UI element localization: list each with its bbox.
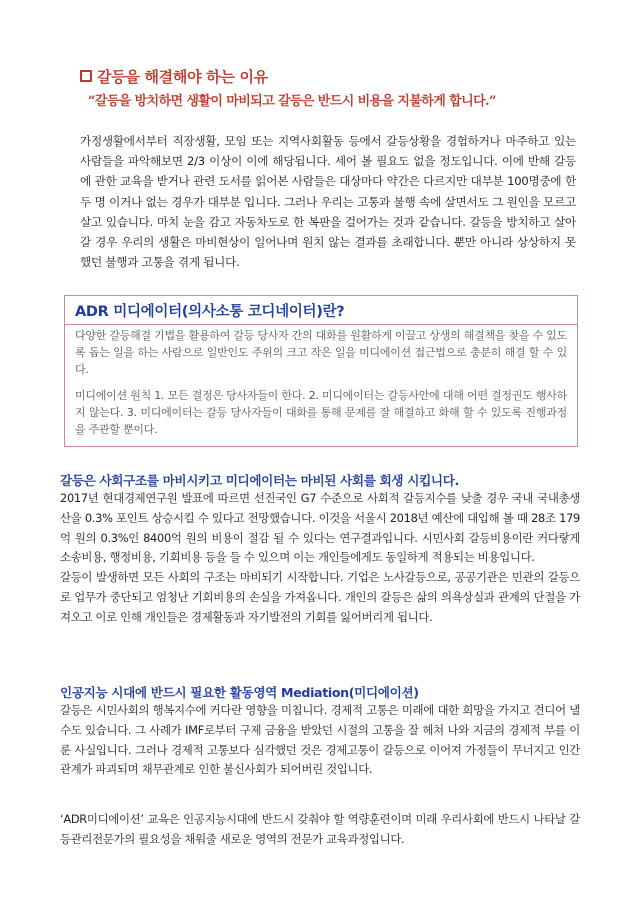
quote-subtitle: “갈등을 방치하면 생활이 마비되고 갈등은 반드시 비용을 지불하게 합니다.” — [88, 94, 496, 109]
section1-paragraph-2: 갈등이 발생하면 모든 사회의 구조는 마비되기 시작합니다. 기업은 노사갈등으로, 공공기관은 민관의 갈등으로 업무가 중단되고 엄청난 기회비용의 손실을 가져옵니다. 개인의 갈등은 삶의 의욕상실과 관계의 단절을 가져오고 이로 인해 개인들은 경제활동과 자기발전의 기회를 잃어버리게 됩니다. — [60, 570, 580, 624]
section2-heading: 인공지능 시대에 반드시 필요한 활동영역 Mediation(미디에이션) — [60, 685, 419, 700]
section2-paragraph-2: ‘ADR미디에이션’ 교육은 인공지능시대에 반드시 갖춰야 할 역량훈련이며 미래 우리사회에 반드시 나타날 갈등관리전문가의 필요성을 채워줄 새로운 영역의 전문가 교육과정입니다. — [60, 812, 580, 846]
adr-box-title: ADR 미디에이터(의사소통 코디네이터)란? — [75, 303, 345, 320]
section2-body-closing — [60, 810, 580, 850]
section1-paragraph-1: 2017년 현대경제연구원 발표에 따르면 선진국인 G7 수준으로 사회적 갈등지수를 낮출 경우 국내 국내총생산을 0.3% 포인트 상승시킬 수 있다고 전망했습니다. 이것을 서울시 2018년 예산에 대입해 볼 때 28조 179억 원의 0.3%인 8400억 원의 비용이 절감 될 수 있다는 연구결과입니다. 시민사회 갈등비용이란 커다랗게 소송비용, 행정비용, 기회비용 등을 들 수 있으며 이는 개인들에게도 동일하게 적용되는 비용입니다. — [60, 491, 580, 565]
section-title — [80, 66, 268, 86]
adr-definition-box — [64, 295, 578, 447]
section1-body — [60, 489, 580, 628]
section-title-text: 갈등을 해결해야 하는 이유 — [97, 67, 268, 86]
intro-paragraph: 가정생활에서부터 직장생활, 모임 또는 지역사회활동 등에서 갈등상황을 경험하거나 마주하고 있는 사람들을 파악해보면 2/3 이상이 이에 해당됩니다. 세어 볼 필요도 없을 정도입니다. 이에 반해 갈등에 관한 교육을 받거나 관련 도서를 읽어본 사람들은 대상마다 약간은 다르지만 대부분 100명중에 한두 명 이거나 없는 경우가 대부분 입니다. 그러나 우리는 고통과 불행 속에 살면서도 그 원인을 모르고 살고 있습니다. 마치 눈을 감고 자동차도로 한 복판을 걸어가는 것과 같습니다. 갈등을 방치하고 살아 갈 경우 우리의 생활은 마비현상이 일어나며 원치 않는 결과를 초래합니다. 뿐만 아니라 상상하지 못했던 불행과 고통을 겪게 됩니다. — [80, 134, 576, 270]
square-bullet-icon — [80, 70, 92, 82]
adr-principles-text: 미디에이션 원칙 1. 모든 결정은 당사자들이 한다. 2. 미디에이터는 갈등사안에 대해 어떤 결정권도 행사하지 않는다. 3. 미디에이터는 갈등 당사자들이 대화를 통해 문제를 잘 해결하고 화해 할 수 있도록 진행과정을 주관할 뿐이다. — [75, 389, 567, 436]
spacer — [75, 378, 567, 387]
section2-body — [60, 701, 580, 780]
section1-heading: 갈등은 사회구조를 마비시키고 미디에이터는 마비된 사회를 회생 시킵니다. — [60, 473, 459, 488]
section2-paragraph-1: 갈등은 시민사회의 행복지수에 커다란 영향을 미칩니다. 경제적 고통은 미래에 대한 희망을 가지고 견디어 낼 수도 있습니다. 그 사례가 IMF로부터 구제 금융을 받았던 시절의 고통을 잘 헤쳐 나와 지금의 경제적 부를 이룬 사실입니다. 그러나 경제적 고통보다 심각했던 것은 경제고통이 갈등으로 이어져 가정들이 무너지고 인간관계가 파괴되며 채무관계로 인한 불신사회가 되어버린 것입니다. — [60, 703, 580, 777]
adr-definition-text: 다양한 갈등해결 기법을 활용하여 갈등 당사자 간의 대화를 원활하게 이끌고 상생의 해결책을 찾을 수 있도록 돕는 일을 하는 사람으로 일반인도 주위의 크고 작은 일을 미디에이션 접근법으로 충분히 해결 할 수 있다. — [75, 329, 567, 376]
adr-box-header — [65, 296, 577, 325]
adr-box-body — [65, 325, 577, 438]
